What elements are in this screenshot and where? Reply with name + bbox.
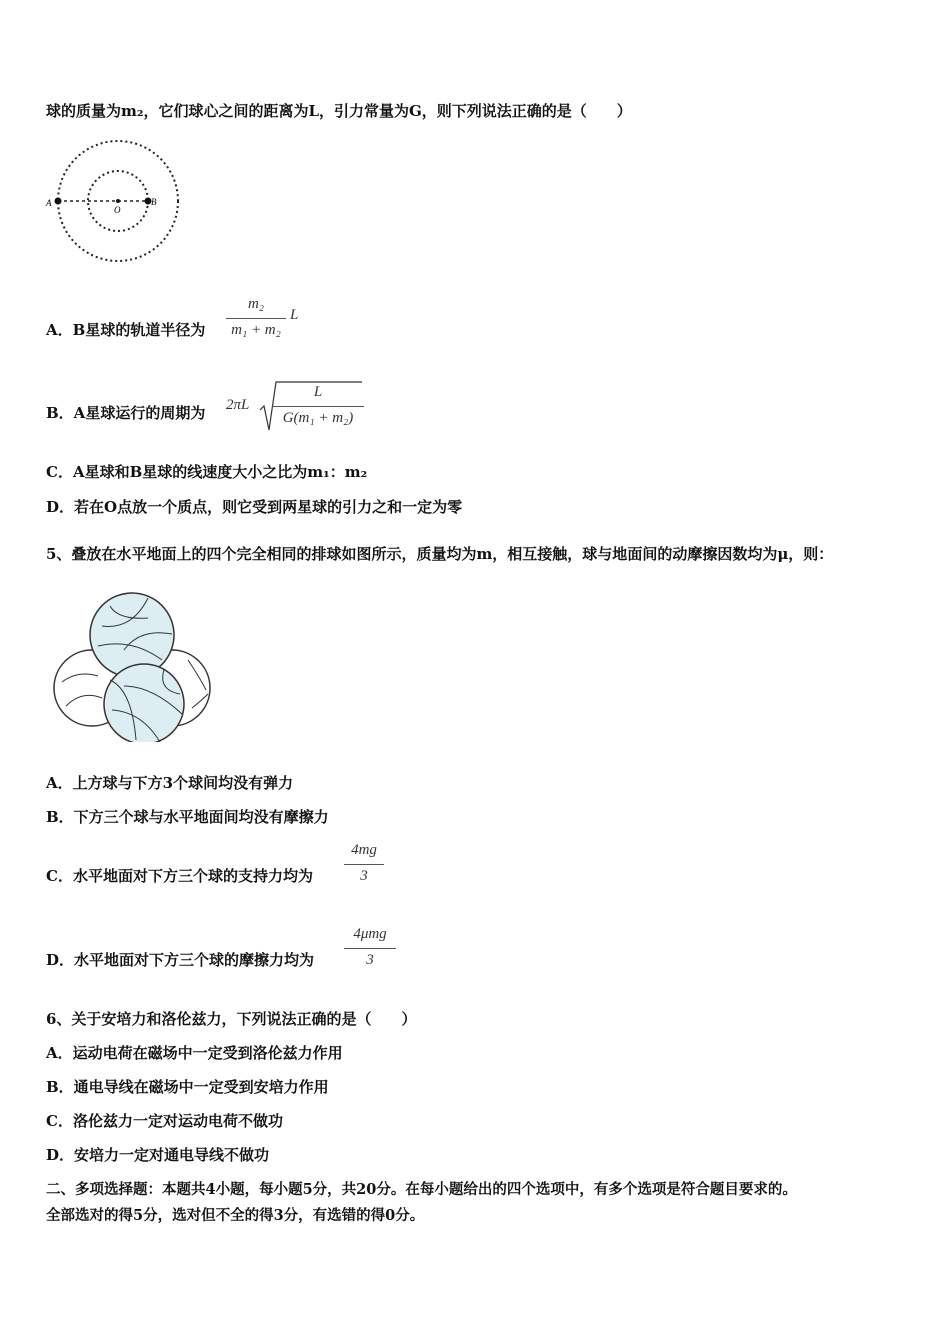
q5-stem: 5、叠放在水平地面上的四个完全相同的排球如图所示，质量均为m，相互接触，球与地面间的动摩擦因数均为μ，则：: [46, 545, 834, 563]
q4-option-d: D．若在O点放一个质点，则它受到两星球的引力之和一定为零: [46, 498, 463, 516]
center-o: [116, 199, 120, 203]
q4-option-c: C．A星球和B星球的线速度大小之比为m₁：m₂: [46, 463, 368, 481]
q5-option-d: D．水平地面对下方三个球的摩擦力均为: [46, 951, 315, 969]
q5-option-b: B．下方三个球与水平地面间均没有摩擦力: [46, 808, 329, 826]
label-o: O: [114, 205, 121, 215]
q4-option-b-prefix: 2πL: [226, 397, 250, 413]
q4-option-a-formula: m₂ m₁ + m₂: [226, 296, 286, 346]
star-a: [55, 198, 62, 205]
section2-line1: 二、多项选择题：本题共4小题，每小题5分，共20分。在每小题给出的四个选项中，有多个选项是符合题目要求的。: [46, 1181, 797, 1198]
q6-option-d: D．安培力一定对通电导线不做功: [46, 1146, 270, 1164]
ball-front: [104, 664, 184, 742]
q6-option-b: B．通电导线在磁场中一定受到安培力作用: [46, 1078, 329, 1096]
q6-stem: 6、关于安培力和洛伦兹力，下列说法正确的是（ ）: [46, 1010, 417, 1028]
q5-option-d-formula: 4μmg 3: [344, 926, 396, 976]
volleyball-stack-figure: [52, 590, 214, 742]
q4-option-a: A．B星球的轨道半径为: [46, 321, 206, 339]
q5-option-a: A．上方球与下方3个球间均没有弹力: [46, 774, 294, 792]
q6-option-c: C．洛伦兹力一定对运动电荷不做功: [46, 1112, 283, 1130]
q5-option-c: C．水平地面对下方三个球的支持力均为: [46, 867, 313, 885]
q5-option-c-formula: 4mg 3: [344, 842, 384, 892]
q4-stem: 球的质量为m₂，它们球心之间的距离为L，引力常量为G，则下列说法正确的是（ ）: [46, 102, 632, 120]
label-b: B: [151, 197, 157, 207]
binary-star-figure: [44, 133, 194, 273]
ball-top: [90, 593, 174, 677]
q6-option-a: A．运动电荷在磁场中一定受到洛伦兹力作用: [46, 1044, 343, 1062]
q4-option-a-formula-tail: L: [290, 307, 299, 323]
section2-line2: 全部选对的得5分，选对但不全的得3分，有选错的得0分。: [46, 1207, 425, 1224]
q4-option-b-formula: L G(m₁ + m₂): [272, 384, 364, 434]
q4-option-b: B．A星球运行的周期为: [46, 404, 206, 422]
label-a: A: [46, 198, 52, 208]
